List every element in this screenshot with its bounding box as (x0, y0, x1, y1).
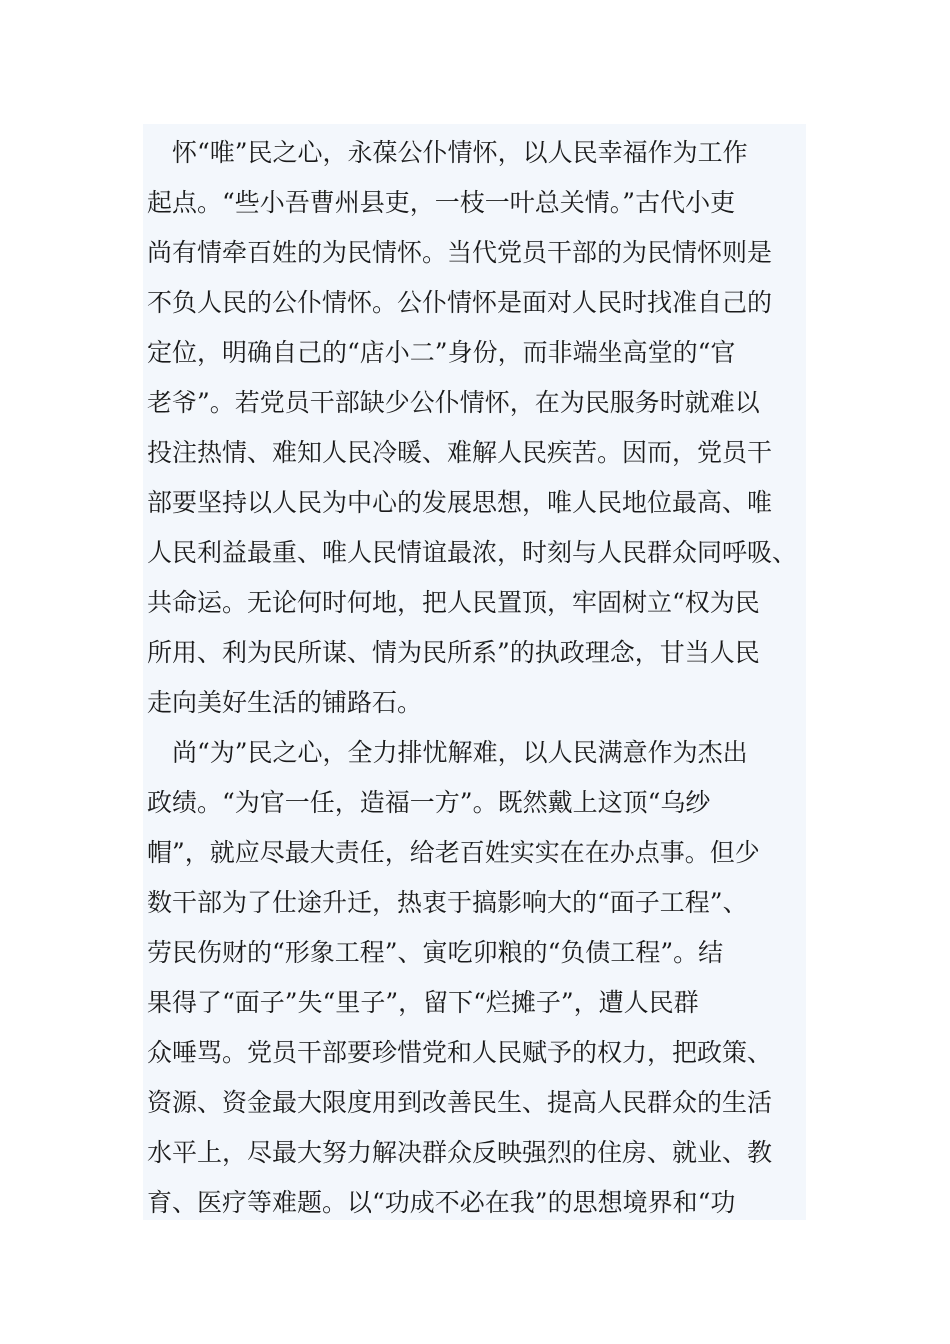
text-line: 政绩。“为官一任，造福一方”。既然戴上这顶“乌纱 (147, 788, 711, 817)
text-line: 尚有情牵百姓的为民情怀。当代党员干部的为民情怀则是 (147, 238, 773, 267)
text-line: 起点。“些小吾曹州县吏，一枝一叶总关情。”古代小吏 (147, 188, 736, 217)
text-line: 人民利益最重、唯人民情谊最浓，时刻与人民群众同呼吸、 (147, 538, 798, 567)
article-body (143, 124, 806, 1220)
text-line: 帽”，就应尽最大责任，给老百姓实实在在办点事。但少 (147, 838, 760, 867)
text-line: 定位，明确自己的“店小二”身份，而非端坐高堂的“官 (147, 338, 736, 367)
text-line: 果得了“面子”失“里子”，留下“烂摊子”，遭人民群 (147, 988, 699, 1017)
text-line: 育、医疗等难题。以“功成不必在我”的思想境界和“功 (147, 1188, 736, 1217)
text-line: 投注热情、难知人民冷暖、难解人民疾苦。因而，党员干 (147, 438, 773, 467)
text-line: 尚“为”民之心，全力排忧解难，以人民满意作为杰出 (147, 738, 748, 767)
text-line: 资源、资金最大限度用到改善民生、提高人民群众的生活 (147, 1088, 773, 1117)
text-line: 不负人民的公仆情怀。公仆情怀是面对人民时找准自己的 (147, 288, 773, 317)
text-line: 走向美好生活的铺路石。 (147, 688, 423, 717)
text-line: 共命运。无论何时何地，把人民置顶，牢固树立“权为民 (147, 588, 760, 617)
text-line: 老爷”。若党员干部缺少公仆情怀，在为民服务时就难以 (147, 388, 760, 417)
text-line: 水平上，尽最大努力解决群众反映强烈的住房、就业、教 (147, 1138, 773, 1167)
text-line: 众唾骂。党员干部要珍惜党和人民赋予的权力，把政策、 (147, 1038, 773, 1067)
text-line: 部要坚持以人民为中心的发展思想，唯人民地位最高、唯 (147, 488, 773, 517)
text-line: 怀“唯”民之心，永葆公仆情怀，以人民幸福作为工作 (147, 138, 748, 167)
text-line: 所用、利为民所谋、情为民所系”的执政理念，甘当人民 (147, 638, 760, 667)
text-line: 劳民伤财的“形象工程”、寅吃卯粮的“负债工程”。结 (147, 938, 724, 967)
text-line: 数干部为了仕途升迁，热衷于搞影响大的“面子工程”、 (147, 888, 748, 917)
